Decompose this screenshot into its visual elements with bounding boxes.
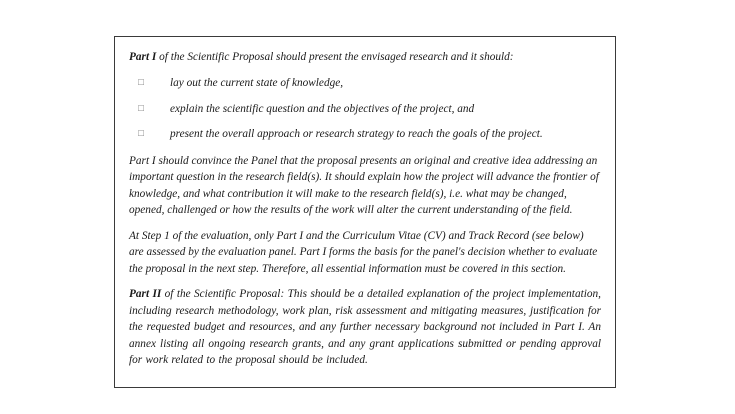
part-one-intro-paragraph (129, 49, 601, 65)
document-text-box (114, 36, 616, 388)
square-bullet-icon (138, 75, 152, 90)
part-one-bullet-list (129, 75, 601, 142)
part-two-text: of the Scientific Proposal: This should be a detailed explanation of the project implementation, including research methodology, work plan, risk assessment and mitigating measures, justification for the requested budget and resources, and any further necessary background not included in Part I. An annex listing all ongoing research grants, and any grant applications submitted or pending approval for work related to the proposal should be included. (129, 288, 601, 367)
list-item (129, 101, 601, 117)
list-item-label: lay out the current state of knowledge, (170, 77, 344, 90)
list-item (129, 75, 601, 91)
part-one-intro-text: of the Scientific Proposal should present the envisaged research and it should: (156, 51, 514, 63)
part-one-convince-paragraph: Part I should convince the Panel that the proposal presents an original and creative idea addressing an important question in the research field(s). It should explain how the project will advance the frontier of knowledge, and what contribution it will make to the research field(s), i.e. what may be changed, opened, challenged or how the results of the work will alter the current understanding of the field. (129, 154, 599, 217)
list-item-label: present the overall approach or research strategy to reach the goals of the project. (170, 128, 543, 141)
square-bullet-icon (138, 101, 152, 116)
part-one-evaluation-paragraph: At Step 1 of the evaluation, only Part I and the Curriculum Vitae (CV) and Track Record (see below) are assessed by the evaluation panel. Part I forms the basis for the panel's decision whether to evaluate the proposal in the next step. Therefore, all essential information must be covered in this section. (129, 229, 598, 275)
part-one-label: Part I (129, 51, 157, 63)
part-two-paragraph (129, 286, 601, 368)
part-two-label: Part II (129, 288, 162, 301)
list-item-label: explain the scientific question and the objectives of the project, and (170, 102, 475, 115)
square-bullet-icon (138, 126, 152, 141)
list-item (129, 126, 601, 142)
